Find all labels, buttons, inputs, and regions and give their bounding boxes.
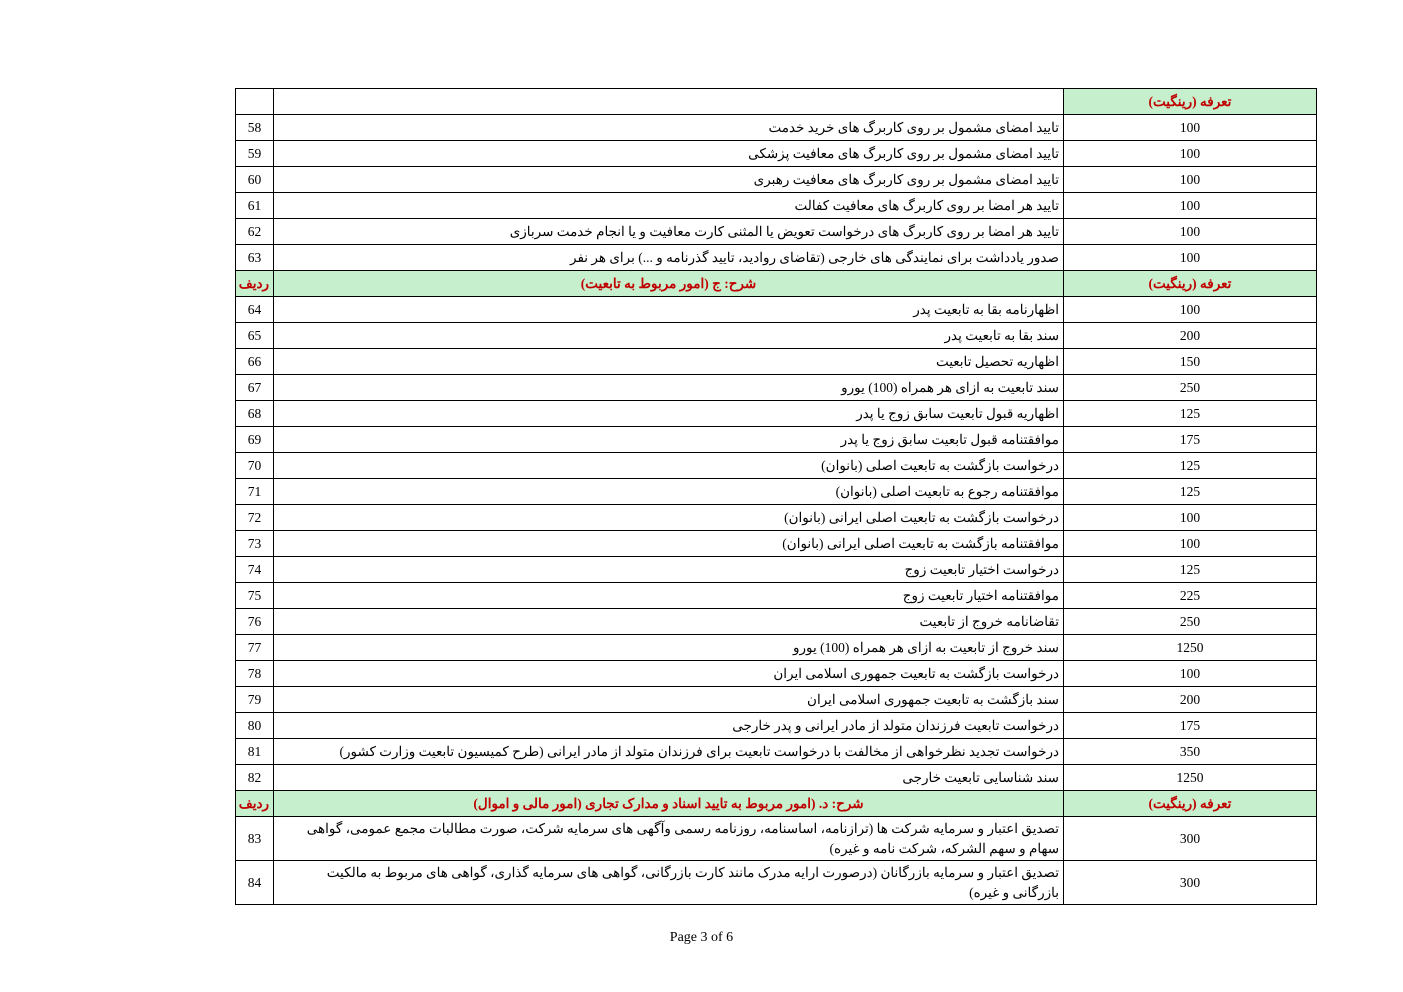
cell-fee: 100 [1064, 141, 1317, 167]
cell-row-number: 79 [236, 687, 274, 713]
cell-row-number: 80 [236, 713, 274, 739]
cell-row-number: 82 [236, 765, 274, 791]
cell-description: تقاضانامه خروج از تابعیت [274, 609, 1064, 635]
table-row [236, 219, 1317, 245]
cell-description: سند بقا به تابعیت پدر [274, 323, 1064, 349]
cell-fee: 1250 [1064, 635, 1317, 661]
cell-description: اظهاریه قبول تابعیت سابق زوج یا پدر [274, 401, 1064, 427]
table-row [236, 609, 1317, 635]
table-row [236, 427, 1317, 453]
table-row [236, 635, 1317, 661]
cell-description: درخواست بازگشت به تابعیت جمهوری اسلامی ایران [274, 661, 1064, 687]
cell-row-number: 59 [236, 141, 274, 167]
cell-description: موافقتنامه بازگشت به تابعیت اصلی ایرانی (بانوان) [274, 531, 1064, 557]
cell-description: تایید هر امضا بر روی کاربرگ های درخواست تعویض یا المثنی کارت معافیت و یا انجام خدمت سربازی [274, 219, 1064, 245]
cell-row-number: 63 [236, 245, 274, 271]
table-row [236, 661, 1317, 687]
table-section-row [236, 271, 1317, 297]
cell-row-number: 76 [236, 609, 274, 635]
cell-fee: 150 [1064, 349, 1317, 375]
cell-description: سند بازگشت به تابعیت جمهوری اسلامی ایران [274, 687, 1064, 713]
cell-description: اظهارنامه بقا به تابعیت پدر [274, 297, 1064, 323]
cell-description: موافقتنامه رجوع به تابعیت اصلی (بانوان) [274, 479, 1064, 505]
cell-fee: 250 [1064, 609, 1317, 635]
cell-row-number: 83 [236, 817, 274, 861]
cell-fee: 225 [1064, 583, 1317, 609]
cell-row-number: 66 [236, 349, 274, 375]
table-row [236, 765, 1317, 791]
cell-description: صدور یادداشت برای نمایندگی های خارجی (تقاضای روادید، تایید گذرنامه و ...) برای هر نفر [274, 245, 1064, 271]
cell-description: موافقتنامه اختیار تابعیت زوج [274, 583, 1064, 609]
cell-row-number: 74 [236, 557, 274, 583]
table-row [236, 89, 1317, 115]
cell-fee: 100 [1064, 193, 1317, 219]
cell-description: درخواست اختیار تابعیت زوج [274, 557, 1064, 583]
table-row [236, 557, 1317, 583]
cell-row-number: ردیف [236, 271, 274, 297]
cell-description: تصدیق اعتبار و سرمایه شرکت ها (ترازنامه، اساسنامه، روزنامه رسمی وآگهی های سرمایه شرکت، صورت مطالبات مجمع عمومی، گواهی سهام و سهم الشرکه، شرکت نامه و غیره) [274, 817, 1064, 861]
cell-row-number: 68 [236, 401, 274, 427]
cell-row-number: 60 [236, 167, 274, 193]
cell-fee: 175 [1064, 427, 1317, 453]
table-row [236, 141, 1317, 167]
cell-fee: 100 [1064, 167, 1317, 193]
cell-fee: 300 [1064, 861, 1317, 905]
table-row [236, 375, 1317, 401]
table-row [236, 453, 1317, 479]
fee-table-body [236, 89, 1317, 905]
cell-row-number: 58 [236, 115, 274, 141]
cell-row-number: 61 [236, 193, 274, 219]
table-row [236, 245, 1317, 271]
cell-row-number [236, 89, 274, 115]
cell-description: تایید امضای مشمول بر روی کاربرگ های خرید خدمت [274, 115, 1064, 141]
cell-description: شرح: ج (امور مربوط به تابعیت) [274, 271, 1064, 297]
table-row [236, 323, 1317, 349]
table-row [236, 531, 1317, 557]
table-row [236, 349, 1317, 375]
cell-row-number: 71 [236, 479, 274, 505]
cell-description: درخواست تجدید نظرخواهی از مخالفت با درخواست تابعیت برای فرزندان متولد از مادر ایرانی (طرح کمیسیون تابعیت وزارت کشور) [274, 739, 1064, 765]
cell-description: درخواست تابعیت فرزندان متولد از مادر ایرانی و پدر خارجی [274, 713, 1064, 739]
cell-row-number: 72 [236, 505, 274, 531]
cell-row-number: 70 [236, 453, 274, 479]
page-footer: Page 3 of 6 [669, 930, 734, 945]
table-row [236, 505, 1317, 531]
cell-row-number: 67 [236, 375, 274, 401]
cell-row-number: 75 [236, 583, 274, 609]
cell-fee: 100 [1064, 297, 1317, 323]
cell-description: سند خروج از تابعیت به ازای هر همراه (100) یورو [274, 635, 1064, 661]
cell-description: درخواست بازگشت به تابعیت اصلی ایرانی (بانوان) [274, 505, 1064, 531]
table-row [236, 713, 1317, 739]
cell-row-number: 84 [236, 861, 274, 905]
cell-description: تایید هر امضا بر روی کاربرگ های معافیت کفالت [274, 193, 1064, 219]
cell-row-number: 65 [236, 323, 274, 349]
cell-fee: 100 [1064, 531, 1317, 557]
cell-fee: 250 [1064, 375, 1317, 401]
cell-description: تایید امضای مشمول بر روی کاربرگ های معافیت پزشکی [274, 141, 1064, 167]
table-row [236, 861, 1317, 905]
cell-fee: 125 [1064, 557, 1317, 583]
cell-row-number: ردیف [236, 791, 274, 817]
cell-fee: 100 [1064, 115, 1317, 141]
cell-description: تصدیق اعتبار و سرمایه بازرگانان (درصورت ارایه مدرک مانند کارت بازرگانی، گواهی های سرمایه گذاری، گواهی های مربوط به مالکیت بازرگانی و غیره) [274, 861, 1064, 905]
cell-description: تایید امضای مشمول بر روی کاربرگ های معافیت رهبری [274, 167, 1064, 193]
cell-fee: 125 [1064, 479, 1317, 505]
cell-fee: تعرفه (رینگیت) [1064, 791, 1317, 817]
cell-row-number: 62 [236, 219, 274, 245]
cell-fee: 175 [1064, 713, 1317, 739]
table-row [236, 115, 1317, 141]
cell-fee: 100 [1064, 245, 1317, 271]
cell-fee: 125 [1064, 401, 1317, 427]
cell-description: سند تابعیت به ازای هر همراه (100) یورو [274, 375, 1064, 401]
cell-description: اظهاریه تحصیل تابعیت [274, 349, 1064, 375]
cell-row-number: 64 [236, 297, 274, 323]
cell-description: شرح: د. (امور مربوط به تایید اسناد و مدارک تجاری (امور مالی و اموال) [274, 791, 1064, 817]
table-row [236, 479, 1317, 505]
table-row [236, 193, 1317, 219]
cell-fee: 1250 [1064, 765, 1317, 791]
table-section-row [236, 791, 1317, 817]
cell-fee: 200 [1064, 687, 1317, 713]
table-row [236, 739, 1317, 765]
cell-row-number: 69 [236, 427, 274, 453]
table-row [236, 297, 1317, 323]
cell-fee: 200 [1064, 323, 1317, 349]
cell-description: سند شناسایی تابعیت خارجی [274, 765, 1064, 791]
table-row [236, 687, 1317, 713]
cell-fee: 100 [1064, 661, 1317, 687]
table-row [236, 401, 1317, 427]
cell-fee: 100 [1064, 505, 1317, 531]
cell-description: موافقتنامه قبول تابعیت سابق زوج یا پدر [274, 427, 1064, 453]
table-row [236, 167, 1317, 193]
cell-fee: 300 [1064, 817, 1317, 861]
fee-table-container [236, 88, 1317, 905]
table-row [236, 583, 1317, 609]
cell-row-number: 78 [236, 661, 274, 687]
cell-fee: تعرفه (رینگیت) [1064, 89, 1317, 115]
cell-fee: تعرفه (رینگیت) [1064, 271, 1317, 297]
cell-description [274, 89, 1064, 115]
table-row [236, 817, 1317, 861]
cell-description: درخواست بازگشت به تابعیت اصلی (بانوان) [274, 453, 1064, 479]
cell-fee: 350 [1064, 739, 1317, 765]
cell-row-number: 77 [236, 635, 274, 661]
cell-row-number: 81 [236, 739, 274, 765]
cell-fee: 125 [1064, 453, 1317, 479]
cell-row-number: 73 [236, 531, 274, 557]
cell-fee: 100 [1064, 219, 1317, 245]
fee-table [235, 88, 1317, 905]
